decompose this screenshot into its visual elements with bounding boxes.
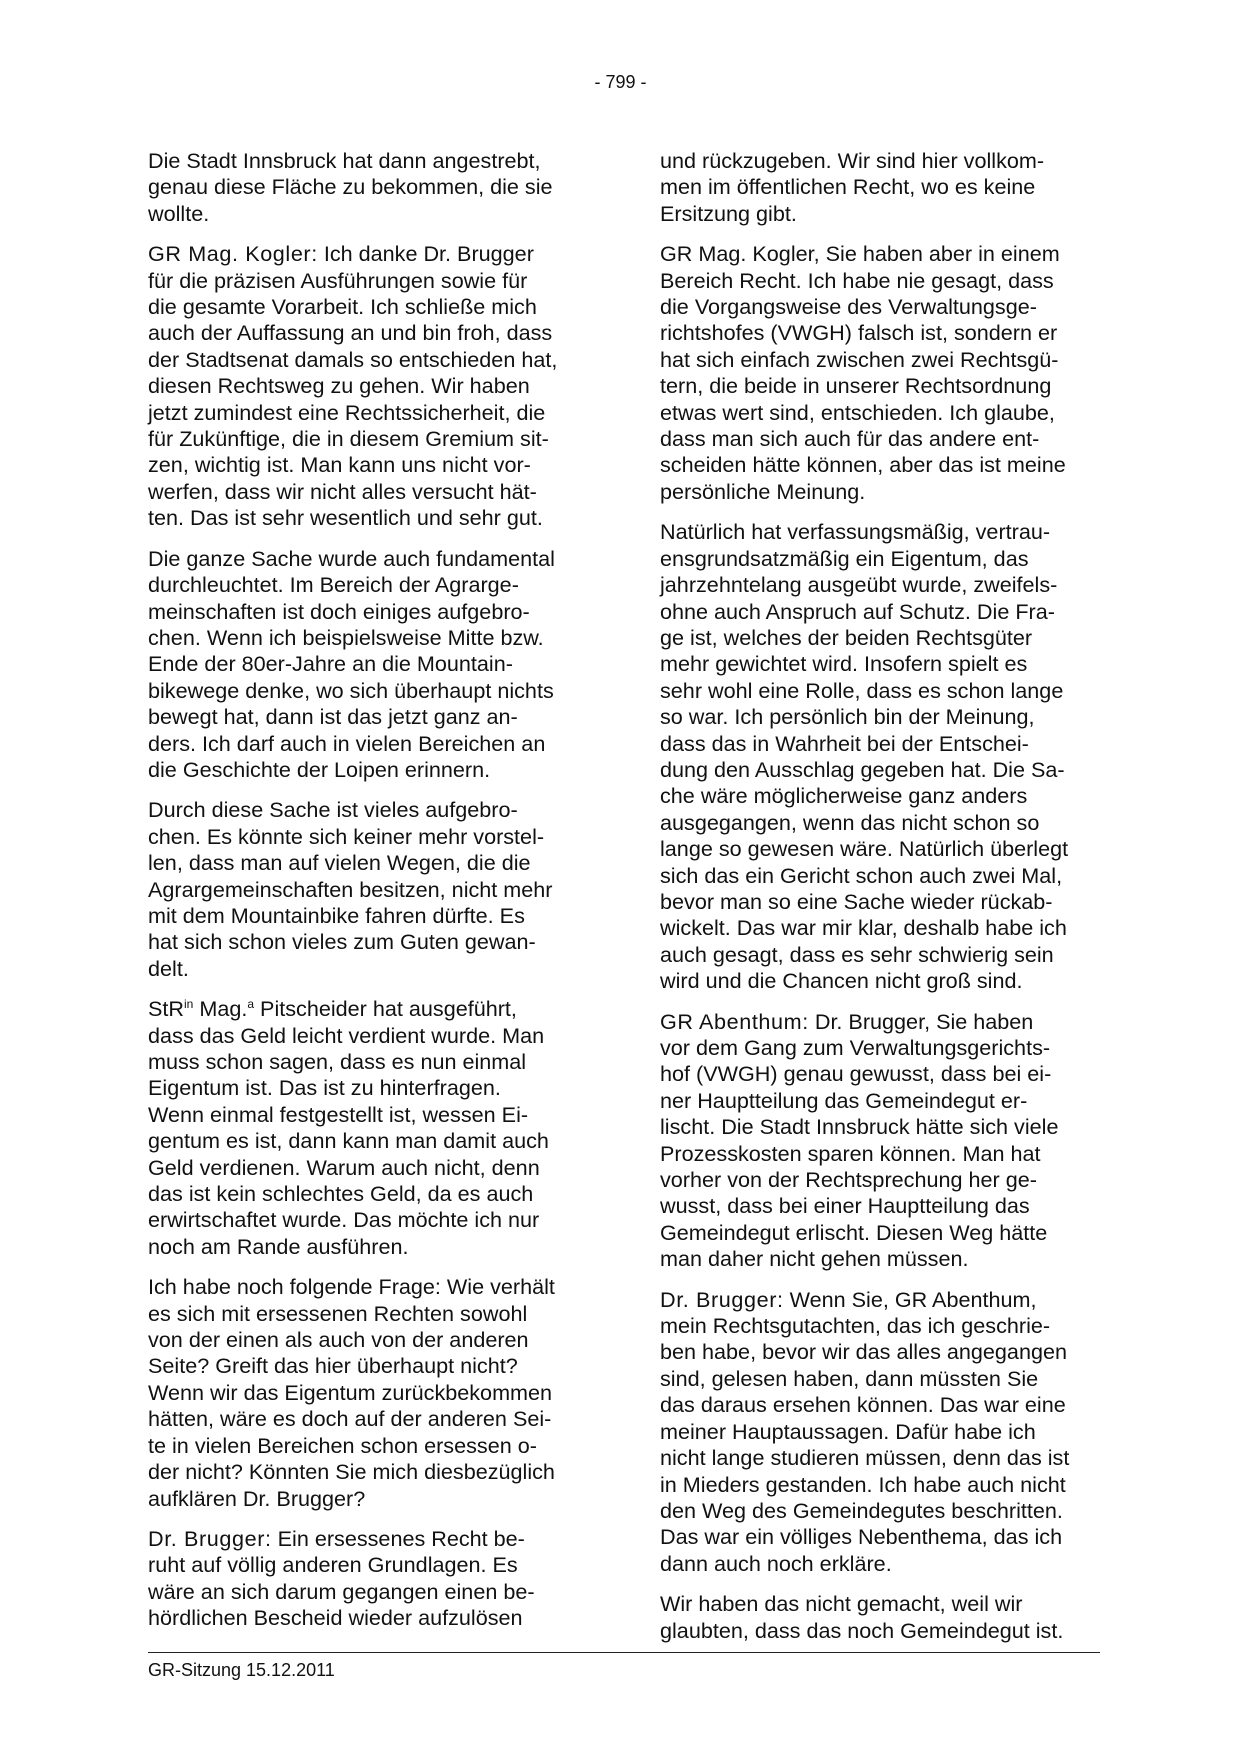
speaker-name: Dr. Brugger: <box>148 1525 272 1551</box>
paragraph: Die Stadt Innsbruck hat dann angestrebt, genau diese Fläche zu bekommen, die sie wollte. <box>148 148 553 226</box>
speaker-name: GR Mag. Kogler: <box>148 241 318 267</box>
superscript: a <box>247 997 255 1012</box>
paragraph <box>148 241 588 531</box>
right-column <box>660 148 1100 1658</box>
paragraph-text: Dr. Brugger, Sie haben vor dem Gang zum Verwaltungsgerichts- hof (VWGH) genau gewusst, dass bei ei- ner Hauptteilung das Gemeindegut er- lischt. Die Stadt Innsbruck hätte sich viele Prozesskosten sparen können. Man hat vorher von der Rechtsprechung her ge- wusst, dass bei einer Hauptteilung das Gemeindegut erlischt. Diesen Weg hätte man daher nicht gehen müssen. <box>660 1008 1059 1272</box>
page-number: - 799 - <box>594 72 647 92</box>
left-column <box>148 148 588 1646</box>
paragraph: Wir haben das nicht gemacht, weil wir glaubten, dass das noch Gemeindegut ist. <box>660 1591 1064 1643</box>
title-abbrev: Mag. <box>193 996 248 1022</box>
paragraph-text: Pitscheider hat ausgeführt, dass das Geld leicht verdient wurde. Man muss schon sagen, dass es nun einmal Eigentum ist. Das ist zu hinterfragen. Wenn einmal festgestellt ist, wessen Ei- gentum es ist, dann kann man damit auch Geld verdienen. Warum auch nicht, denn das ist kein schlechtes Geld, da es auch erwirtschaftet wurde. Das möchte ich nur noch am Rande ausführen. <box>148 996 549 1259</box>
speaker-name: Dr. Brugger: <box>660 1286 784 1312</box>
paragraph: und rückzugeben. Wir sind hier vollkom- men im öffentlichen Recht, wo es keine Ersitzung gibt. <box>660 148 1045 226</box>
paragraph-text: Ich danke Dr. Brugger für die präzisen Ausführungen sowie für die gesamte Vorarbeit. Ich schließe mich auch der Auffassung an und bin froh, dass der Stadtsenat damals so entschieden hat, diesen Rechtsweg zu gehen. Wir haben jetzt zumindest eine Rechtssicherheit, die für Zukünftige, die in diesem Gremium sit- zen, wichtig ist. Man kann uns nicht vor- werfen, dass wir nicht alles versucht hät- ten. Das ist sehr wesentlich und sehr gut. <box>148 241 558 531</box>
paragraph-text: Wenn Sie, GR Abenthum, mein Rechtsgutachten, das ich geschrie- ben habe, bevor wir das alles angegangen sind, gelesen haben, dann müssten Sie das daraus ersehen können. Das war eine meiner Hauptaussagen. Dafür habe ich nicht lange studieren müssen, denn das ist in Mieders gestanden. Ich habe auch nicht den Weg des Gemeindegutes beschritten. Das war ein völliges Nebenthema, das ich dann auch noch erkläre. <box>660 1286 1070 1576</box>
title-abbrev: StR <box>148 996 184 1022</box>
paragraph <box>660 1287 1100 1577</box>
paragraph <box>148 1526 588 1632</box>
paragraph <box>148 996 588 1260</box>
paragraph: Natürlich hat verfassungsmäßig, vertrau- ensgrundsatzmäßig ein Eigentum, das jahrzehntelang ausgeübt wurde, zweifels- ohne auch Anspruch auf Schutz. Die Fra- ge ist, welches der beiden Rechtsgüter mehr gewichtet wird. Insofern spielt es sehr wohl eine Rolle, dass es schon lange so war. Ich persönlich bin der Meinung, dass das in Wahrheit bei der Entschei- dung den Ausschlag gegeben hat. Die Sa- che wäre möglicherweise ganz anders ausgegangen, wenn das nicht schon so lange so gewesen wäre. Natürlich überlegt sich das ein Gericht schon auch zwei Mal, bevor man so eine Sache wieder rückab- wickelt. Das war mir klar, deshalb habe ich auch gesagt, dass es sehr schwierig sein wird und die Chancen nicht groß sind. <box>660 519 1069 994</box>
footer-divider <box>148 1652 1100 1653</box>
paragraph <box>660 1009 1100 1273</box>
paragraph: Die ganze Sache wurde auch fundamental durchleuchtet. Im Bereich der Agrarge- meinschaften ist doch einiges aufgebro- chen. Wenn ich beispielsweise Mitte bzw. Ende der 80er-Jahre an die Mountain- bikewege denke, wo sich überhaupt nichts bewegt hat, dann ist das jetzt ganz an- ders. Ich darf auch in vielen Bereichen an die Geschichte der Loipen erinnern. <box>148 545 555 782</box>
paragraph: GR Mag. Kogler, Sie haben aber in einem Bereich Recht. Ich habe nie gesagt, dass die Vorgangsweise des Verwaltungsge- richtshofes (VWGH) falsch ist, sondern er hat sich einfach zwischen zwei Rechtsgü- tern, die beide in unserer Rechtsordnung etwas wert sind, entschieden. Ich glaube, dass man sich auch für das andere ent- scheiden hätte können, aber das ist meine persönliche Meinung. <box>660 241 1066 504</box>
paragraph-text: Ein ersessenes Recht be- ruht auf völlig anderen Grundlagen. Es wäre an sich darum gegangen einen be- hördlichen Bescheid wieder aufzulösen <box>148 1525 535 1631</box>
speaker-name: GR Abenthum: <box>660 1008 809 1034</box>
paragraph: Durch diese Sache ist vieles aufgebro- chen. Es könnte sich keiner mehr vorstel- len, dass man auf vielen Wegen, die die Agrargemeinschaften besitzen, nicht mehr mit dem Mountainbike fahren dürfte. Es hat sich schon vieles zum Guten gewan- delt. <box>148 797 553 981</box>
paragraph: Ich habe noch folgende Frage: Wie verhält es sich mit ersessenen Rechten sowohl von der einen als auch von der anderen Seite? Greift das hier überhaupt nicht? Wenn wir das Eigentum zurückbekommen hätten, wäre es doch auf der anderen Sei- te in vielen Bereichen schon ersessen o- der nicht? Könnten Sie mich diesbezüglich aufklären Dr. Brugger? <box>148 1274 555 1511</box>
superscript: in <box>184 997 194 1012</box>
footer-session-label: GR-Sitzung 15.12.2011 <box>148 1660 335 1680</box>
